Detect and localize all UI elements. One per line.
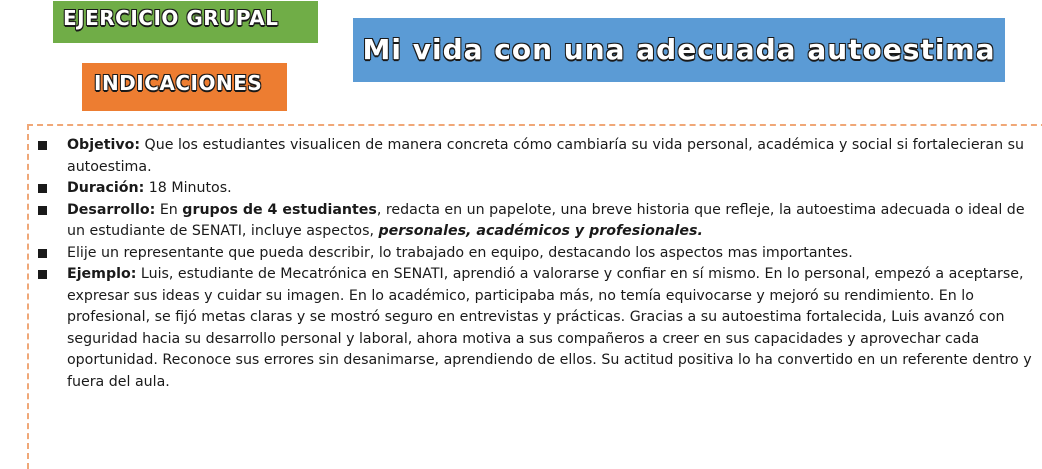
desarrollo-highlight: grupos de 4 estudiantes — [182, 201, 377, 218]
duracion-label: Duración: — [67, 180, 145, 196]
square-bullet-icon — [38, 184, 47, 193]
group-exercise-label: EJERCICIO GRUPAL — [63, 6, 279, 30]
list-item-duracion — [38, 178, 1033, 200]
square-bullet-icon — [38, 249, 47, 258]
desarrollo-text-b: , redacta en un papelote, una breve historia que refleje, la autoestima adecuada o ideal de un estudiante de SENATI, incluye aspectos, — [67, 201, 1025, 239]
representante-text: Elije un representante que pueda describir, lo trabajado en equipo, destacando los aspectos mas importantes. — [67, 244, 853, 261]
desarrollo-label: Desarrollo: — [67, 201, 156, 218]
square-bullet-icon — [38, 141, 47, 150]
group-exercise-tag — [53, 1, 318, 43]
objetivo-text: Que los estudiantes visualicen de manera concreta cómo cambiaría su vida personal, académica y social si fortalecieran su autoestima. — [67, 137, 1024, 175]
list-item-representante — [38, 243, 1033, 265]
ejemplo-label: Ejemplo: — [67, 266, 137, 282]
list-item-ejemplo — [38, 264, 1033, 393]
desarrollo-text-a: En — [155, 201, 183, 218]
duracion-text: 18 Minutos. — [144, 180, 232, 196]
page-title: Mi vida con una adecuada autoestima — [362, 33, 996, 66]
desarrollo-emphasis: personales, académicos y profesionales. — [378, 223, 703, 239]
title-banner — [353, 18, 1005, 82]
objetivo-label: Objetivo: — [67, 137, 141, 153]
square-bullet-icon — [38, 270, 47, 279]
instructions-list — [38, 135, 1033, 393]
ejemplo-text: Luis, estudiante de Mecatrónica en SENATI, aprendió a valorarse y confiar en sí mismo. En lo personal, empezó a aceptarse, expresar sus ideas y cuidar su imagen. En lo académico, participaba más, no temía equivocarse y mejoró su rendimiento. En lo profesional, se fijó metas claras y se mostró seguro en entrevistas y prácticas. Gracias a su autoestima fortalecida, Luis avanzó con seguridad hacia su desarrollo personal y laboral, ahora motiva a sus compañeros a creer en sus capacidades y aprovechar cada oportunidad. Reconoce sus errores sin desanimarse, aprendiendo de ellos. Su actitud positiva lo ha convertido en un referente dentro y fuera del aula. — [67, 266, 1032, 390]
list-item-objetivo — [38, 135, 1033, 178]
square-bullet-icon — [38, 206, 47, 215]
indications-label: INDICACIONES — [94, 71, 263, 95]
list-item-desarrollo — [38, 200, 1033, 243]
indications-tag — [82, 63, 287, 111]
